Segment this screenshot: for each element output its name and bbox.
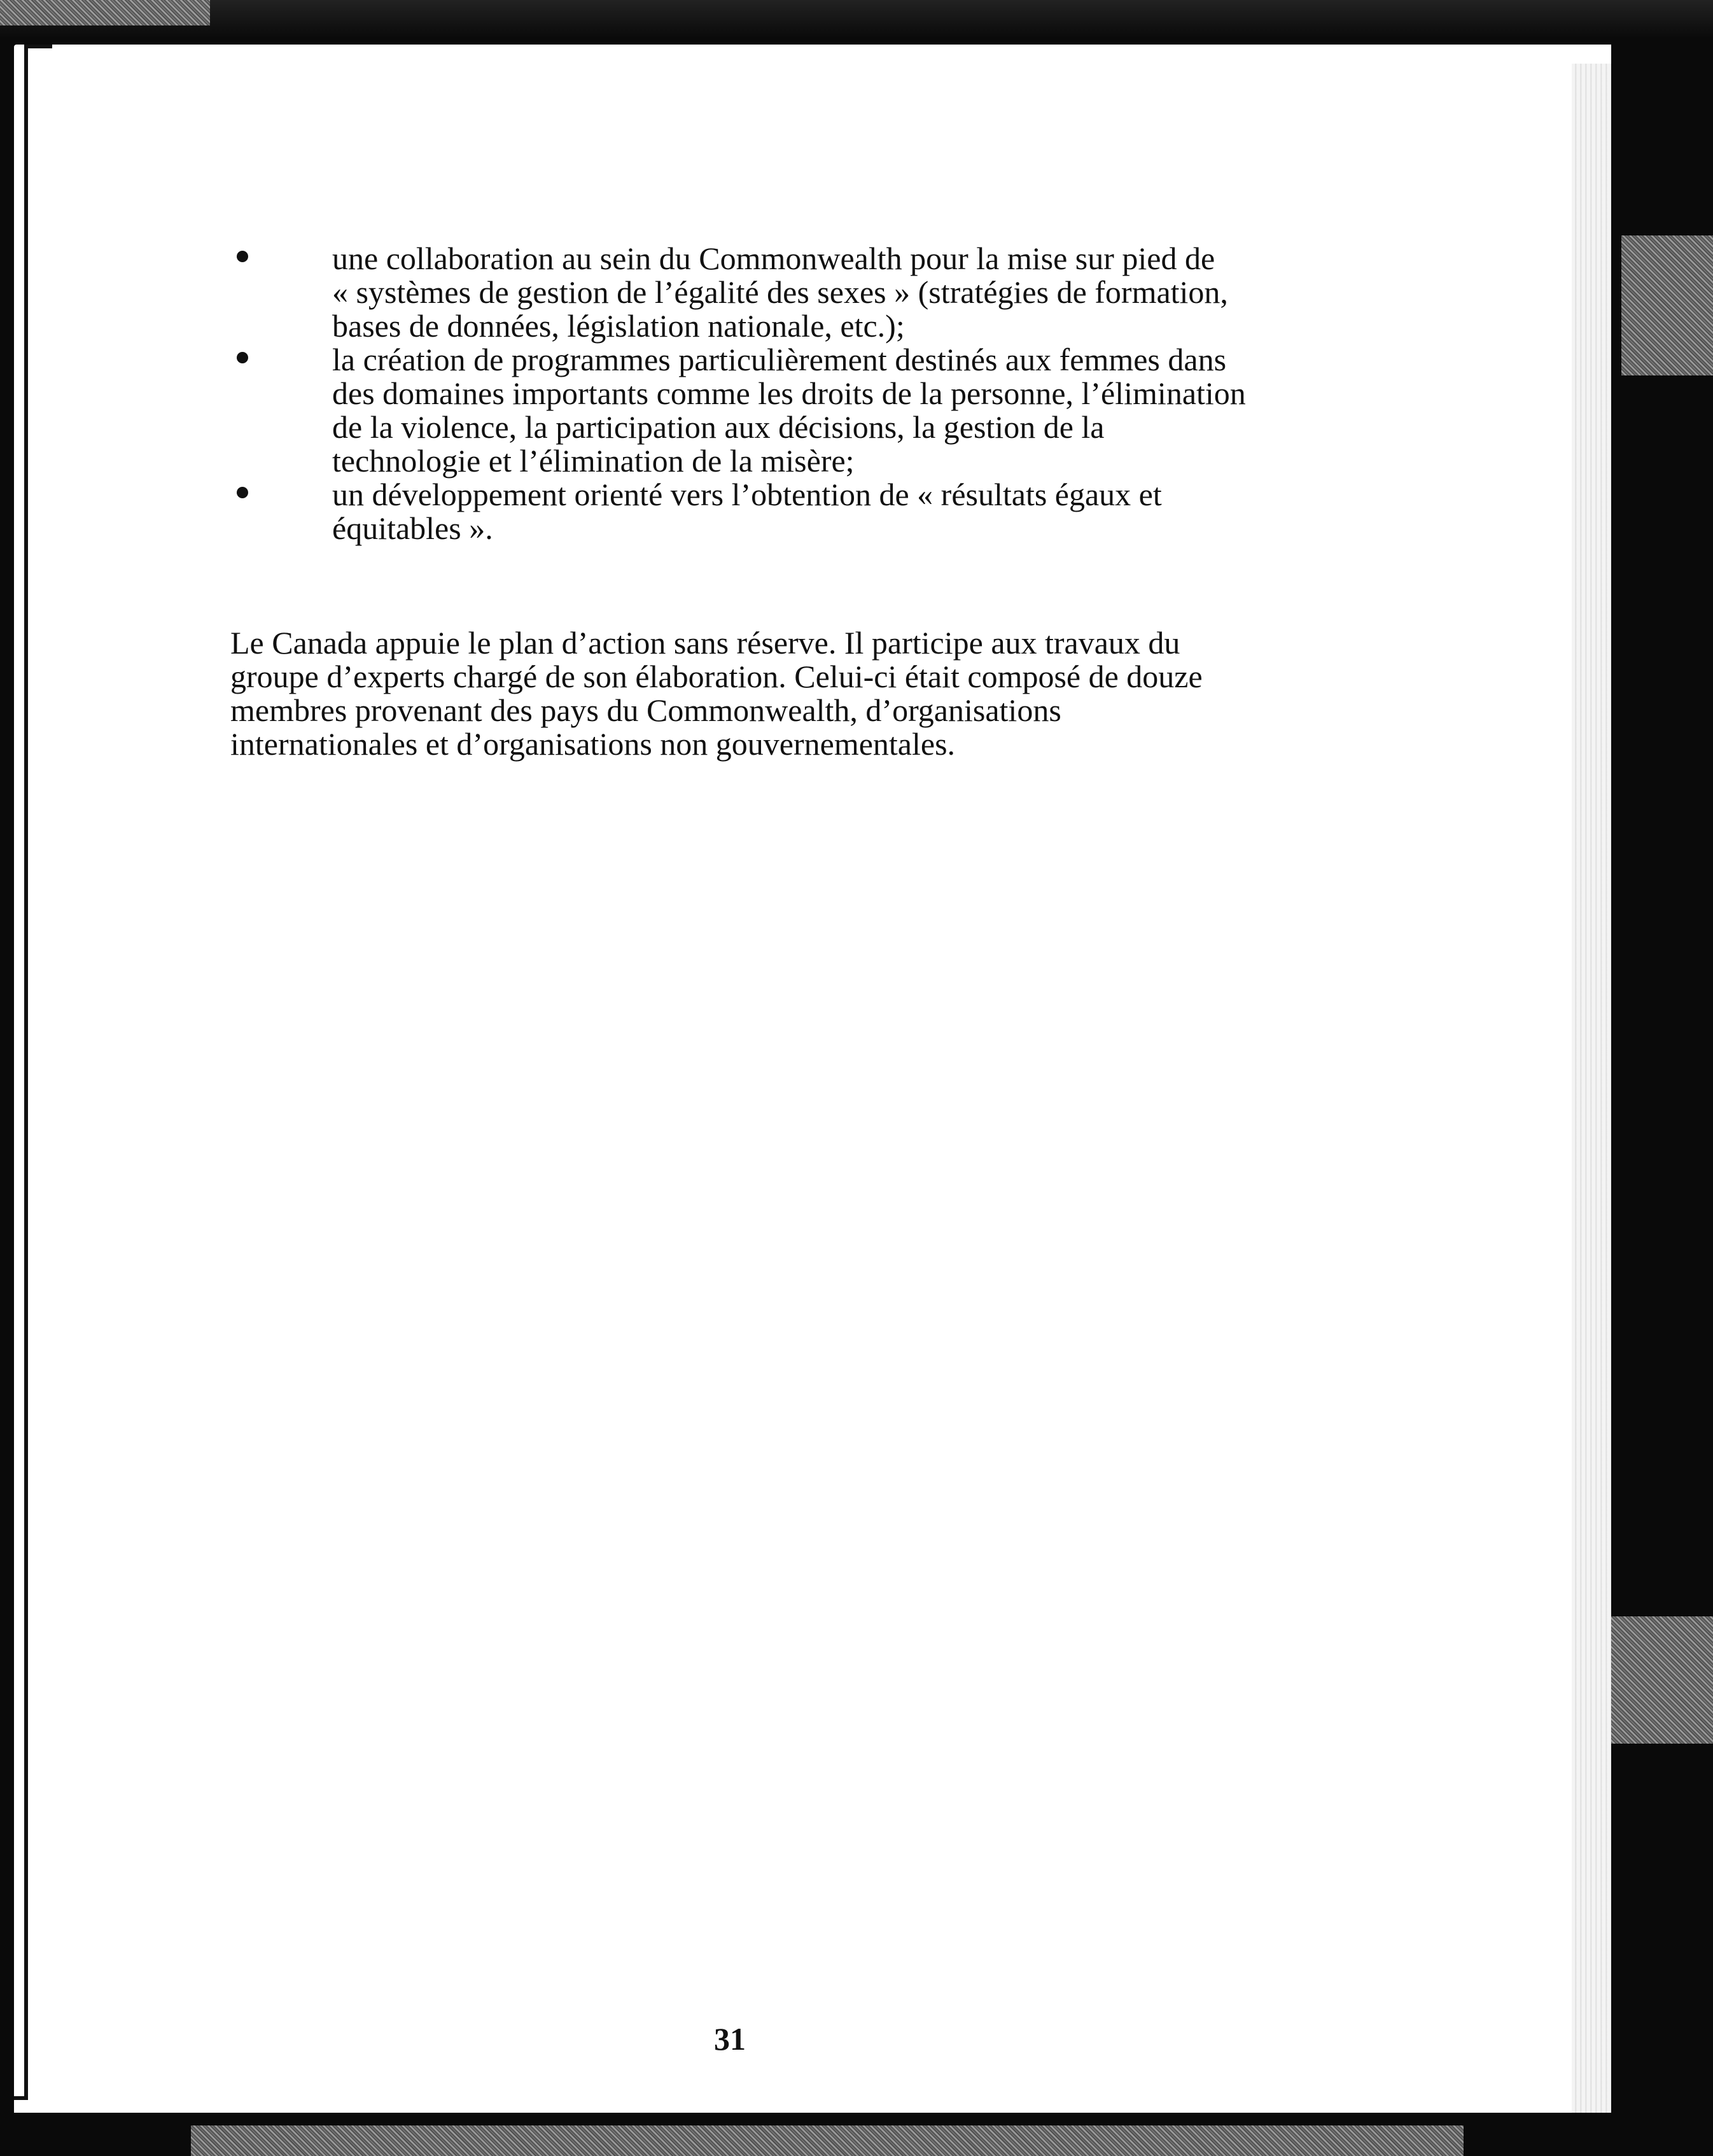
- bullet-item-developpement: [235, 478, 1285, 545]
- body-paragraph: [230, 626, 1312, 761]
- paragraph-line: Le Canada appuie le plan d’action sans réserve. Il participe aux travaux du: [230, 625, 1180, 661]
- bullet-list: [235, 242, 1285, 545]
- bullet-line: « systèmes de gestion de l’égalité des sexes » (stratégies de formation,: [332, 274, 1228, 310]
- bullet-line: équitables ».: [332, 510, 493, 546]
- paragraph-line: groupe d’experts chargé de son élaboration. Celui-ci était composé de douze: [230, 659, 1203, 694]
- bullet-line: une collaboration au sein du Commonwealth pour la mise sur pied de: [332, 241, 1215, 276]
- bullet-line: des domaines importants comme les droits de la personne, l’élimination: [332, 375, 1246, 411]
- paragraph-line: internationales et d’organisations non gouvernementales.: [230, 726, 956, 762]
- bullet-dot-icon: [237, 352, 248, 363]
- paragraph-line: membres provenant des pays du Commonwealth, d’organisations: [230, 692, 1061, 728]
- bullet-dot-icon: [237, 251, 248, 262]
- page-number: 31: [714, 2021, 746, 2057]
- bullet-item-programmes: [235, 343, 1285, 478]
- bullet-line: la création de programmes particulièrement destinés aux femmes dans: [332, 342, 1227, 377]
- bullet-line: de la violence, la participation aux décisions, la gestion de la: [332, 409, 1105, 445]
- bullet-line: technologie et l’élimination de la misère;: [332, 443, 855, 479]
- bullet-dot-icon: [237, 487, 248, 498]
- bullet-line: bases de données, législation nationale, etc.);: [332, 308, 905, 344]
- bullet-item-collaboration: [235, 242, 1285, 343]
- bullet-line: un développement orienté vers l’obtention de « résultats égaux et: [332, 477, 1162, 512]
